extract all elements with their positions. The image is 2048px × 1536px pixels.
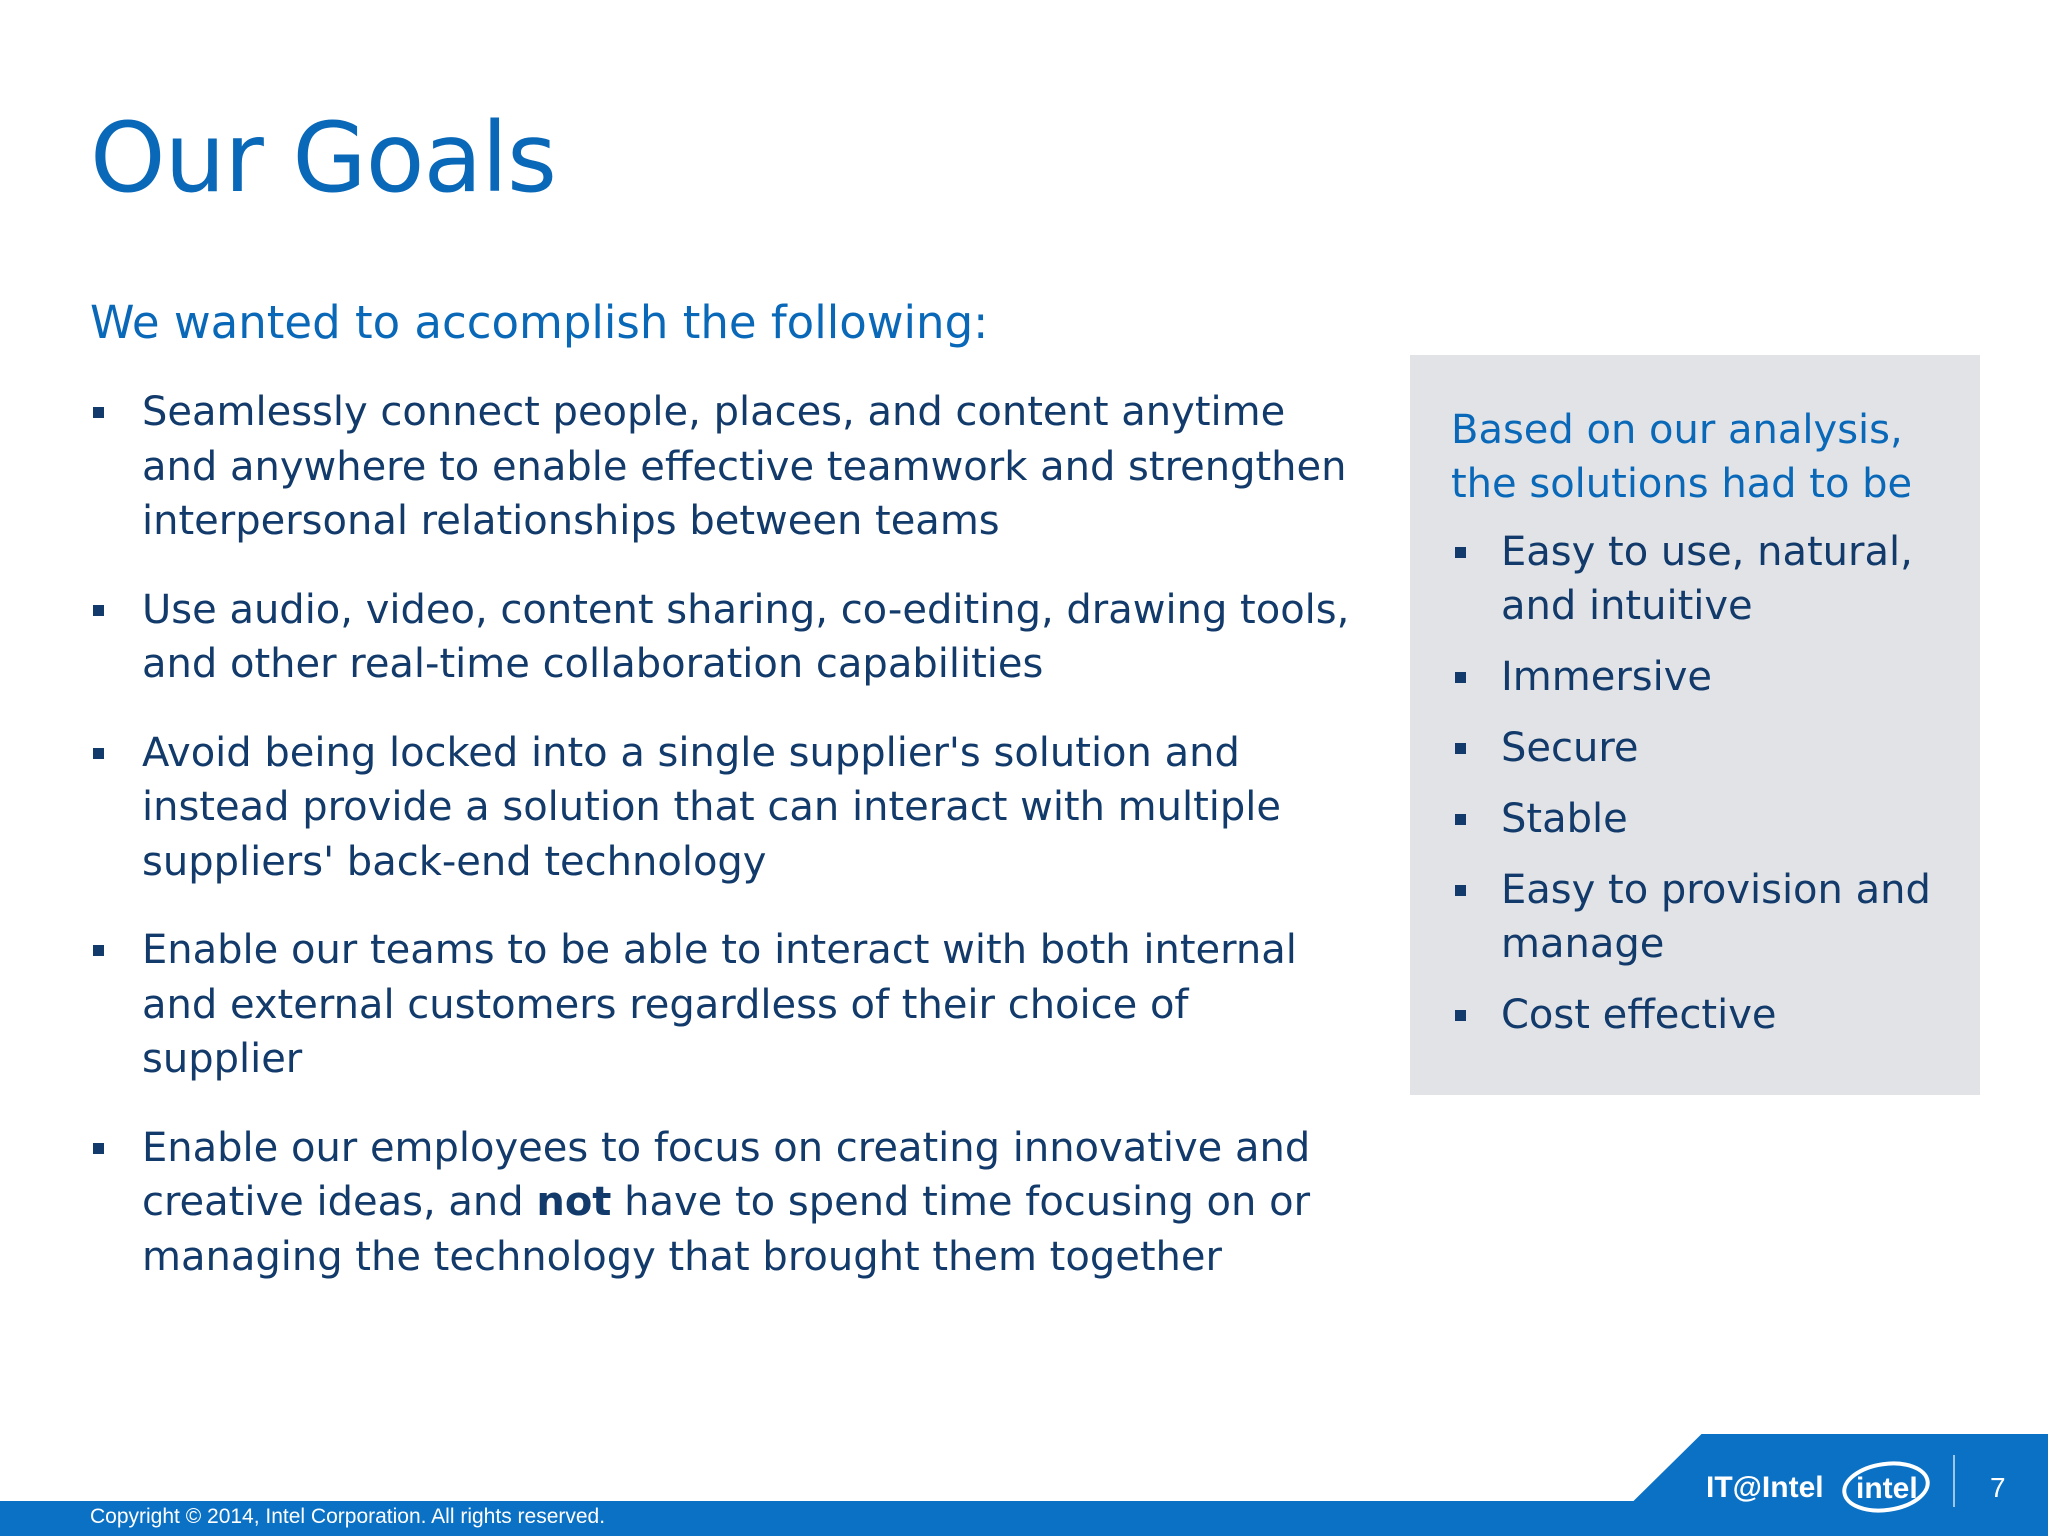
- goal-item: [90, 923, 1350, 1087]
- requirement-item: [1451, 988, 1950, 1042]
- goal-item: [90, 385, 1350, 549]
- goal-item: [90, 726, 1350, 890]
- square-bullet-icon: [93, 407, 104, 418]
- square-bullet-icon: [1455, 743, 1466, 754]
- goal-item: [90, 1121, 1350, 1285]
- it-at-intel-label: IT@Intel: [1706, 1471, 1824, 1504]
- copyright-text: Copyright © 2014, Intel Corporation. All rights reserved.: [90, 1505, 606, 1528]
- slide-title: Our Goals: [90, 102, 557, 214]
- square-bullet-icon: [1455, 885, 1466, 896]
- goal-text-before: Enable our employees to focus on creating innovative and creative ideas, and: [142, 1124, 1311, 1225]
- goal-text: Seamlessly connect people, places, and content anytime and anywhere to enable effective teamwork and strengthen interpersonal relationships between teams: [142, 389, 1347, 544]
- requirement-text: Stable: [1501, 796, 1628, 842]
- goal-text: Enable our teams to be able to interact with both internal and external customers regardless of their choice of supplier: [142, 927, 1297, 1082]
- goal-text-after: have to spend time focusing on or managing the technology that brought them together: [142, 1179, 1311, 1280]
- page-number: 7: [1990, 1472, 2006, 1503]
- square-bullet-icon: [93, 748, 104, 759]
- requirement-text: Easy to provision and manage: [1501, 867, 1931, 967]
- goal-text-emphasis: not: [536, 1179, 612, 1225]
- requirement-item: [1451, 721, 1950, 775]
- goal-item: [90, 583, 1350, 692]
- requirement-item: [1451, 863, 1950, 971]
- footer-divider: [1953, 1455, 1955, 1507]
- square-bullet-icon: [93, 605, 104, 616]
- requirement-item: [1451, 650, 1950, 704]
- requirement-text: Secure: [1501, 725, 1639, 771]
- square-bullet-icon: [93, 1143, 104, 1154]
- requirement-text: Easy to use, natural, and intuitive: [1501, 529, 1913, 629]
- goals-list: [90, 385, 1350, 1318]
- intel-logo-text: intel: [1856, 1472, 1918, 1505]
- requirements-list: [1451, 525, 1950, 1042]
- square-bullet-icon: [1455, 672, 1466, 683]
- goal-text: Avoid being locked into a single supplier's solution and instead provide a solution that can interact with multiple suppliers' back-end technology: [142, 729, 1282, 885]
- requirement-text: Cost effective: [1501, 992, 1777, 1038]
- intel-logo-icon: [1838, 1456, 1934, 1516]
- requirements-heading: Based on our analysis, the solutions had to be: [1451, 407, 1913, 507]
- square-bullet-icon: [93, 945, 104, 956]
- requirement-text: Immersive: [1501, 654, 1713, 700]
- slide-subtitle: We wanted to accomplish the following:: [90, 296, 989, 349]
- square-bullet-icon: [1455, 814, 1466, 825]
- goal-text: Use audio, video, content sharing, co-editing, drawing tools, and other real-time collaboration capabilities: [142, 586, 1350, 687]
- requirements-box: [1410, 355, 1980, 1095]
- square-bullet-icon: [1455, 547, 1466, 558]
- square-bullet-icon: [1455, 1010, 1466, 1021]
- requirement-item: [1451, 792, 1950, 846]
- requirement-item: [1451, 525, 1950, 633]
